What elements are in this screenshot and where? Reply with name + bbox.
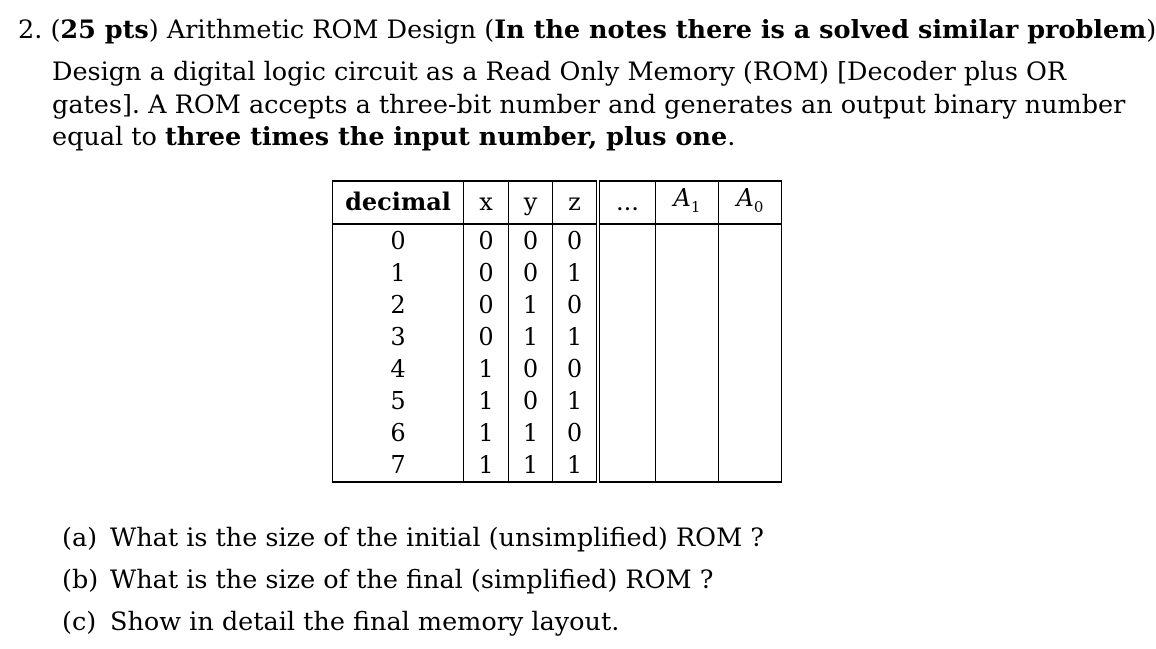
table-header-row	[333, 181, 782, 224]
cell-a0	[719, 417, 782, 449]
problem-number: 2.	[18, 15, 43, 45]
cell-a0	[719, 385, 782, 417]
cell-z: 1	[553, 321, 599, 353]
cell-y: 0	[509, 257, 553, 289]
cell-dots	[598, 321, 656, 353]
question-text: Show in detail the final memory layout.	[110, 607, 620, 637]
cell-y: 1	[509, 417, 553, 449]
cell-y: 1	[509, 449, 553, 482]
cell-a1	[656, 449, 719, 482]
cell-decimal: 2	[333, 289, 464, 321]
table-row	[333, 289, 782, 321]
cell-z: 1	[553, 257, 599, 289]
cell-a1	[656, 353, 719, 385]
cell-x: 0	[464, 289, 509, 321]
header-a0: $A_0$	[719, 181, 782, 224]
cell-a1	[656, 321, 719, 353]
cell-decimal: 0	[333, 224, 464, 257]
cell-dots	[598, 385, 656, 417]
truth-table	[332, 180, 782, 483]
cell-a1	[656, 224, 719, 257]
cell-decimal: 7	[333, 449, 464, 482]
cell-a1	[656, 257, 719, 289]
cell-a1	[656, 289, 719, 321]
cell-dots	[598, 289, 656, 321]
cell-z: 1	[553, 385, 599, 417]
question-text: What is the size of the final (simplified) ROM ?	[110, 565, 714, 595]
cell-x: 0	[464, 224, 509, 257]
question-list	[62, 517, 764, 643]
problem-hint: In the notes there is a solved similar problem	[494, 15, 1147, 45]
cell-x: 0	[464, 257, 509, 289]
cell-a0	[719, 449, 782, 482]
header-x: x	[464, 181, 509, 224]
cell-decimal: 4	[333, 353, 464, 385]
cell-a1	[656, 417, 719, 449]
question-tag: (a)	[62, 523, 98, 553]
cell-decimal: 5	[333, 385, 464, 417]
cell-z: 0	[553, 224, 599, 257]
cell-decimal: 1	[333, 257, 464, 289]
cell-x: 1	[464, 353, 509, 385]
question-a	[62, 517, 764, 559]
header-y: y	[509, 181, 553, 224]
question-c	[62, 601, 764, 643]
table-row	[333, 385, 782, 417]
header-z: z	[553, 181, 599, 224]
table-row	[333, 353, 782, 385]
question-tag: (b)	[62, 565, 99, 595]
question-tag: (c)	[62, 607, 97, 637]
cell-x: 1	[464, 385, 509, 417]
cell-dots	[598, 224, 656, 257]
cell-a0	[719, 321, 782, 353]
cell-dots	[598, 417, 656, 449]
cell-y: 1	[509, 289, 553, 321]
problem-emphasis: three times the input number, plus one	[165, 122, 728, 152]
cell-a0	[719, 353, 782, 385]
problem-title: Arithmetic ROM Design	[166, 15, 477, 45]
cell-a1	[656, 385, 719, 417]
cell-y: 1	[509, 321, 553, 353]
cell-z: 1	[553, 449, 599, 482]
cell-x: 1	[464, 417, 509, 449]
cell-x: 1	[464, 449, 509, 482]
cell-a0	[719, 257, 782, 289]
cell-dots	[598, 353, 656, 385]
table-row	[333, 417, 782, 449]
cell-x: 0	[464, 321, 509, 353]
cell-dots	[598, 257, 656, 289]
header-ellipsis: ...	[598, 181, 656, 224]
problem-header: 2. (25 pts) Arithmetic ROM Design (In the notes there is a solved similar problem)	[18, 15, 1156, 45]
table-row	[333, 449, 782, 482]
table-row	[333, 224, 782, 257]
problem-statement: Design a digital logic circuit as a Read Only Memory (ROM) [Decoder plus OR gates]. A ROM accepts a three-bit number and generates an output binary number equal to three times the input number, plus one.	[52, 57, 1126, 152]
cell-z: 0	[553, 353, 599, 385]
cell-a0	[719, 224, 782, 257]
cell-dots	[598, 449, 656, 482]
question-text: What is the size of the initial (unsimplified) ROM ?	[110, 523, 764, 553]
header-decimal: decimal	[333, 181, 464, 224]
cell-y: 0	[509, 353, 553, 385]
cell-a0	[719, 289, 782, 321]
cell-y: 0	[509, 385, 553, 417]
cell-decimal: 3	[333, 321, 464, 353]
cell-y: 0	[509, 224, 553, 257]
cell-z: 0	[553, 289, 599, 321]
question-b	[62, 559, 764, 601]
cell-decimal: 6	[333, 417, 464, 449]
header-a1: $A_1$	[656, 181, 719, 224]
problem-points: 25 pts	[60, 15, 149, 45]
table-row	[333, 321, 782, 353]
cell-z: 0	[553, 417, 599, 449]
table-row	[333, 257, 782, 289]
